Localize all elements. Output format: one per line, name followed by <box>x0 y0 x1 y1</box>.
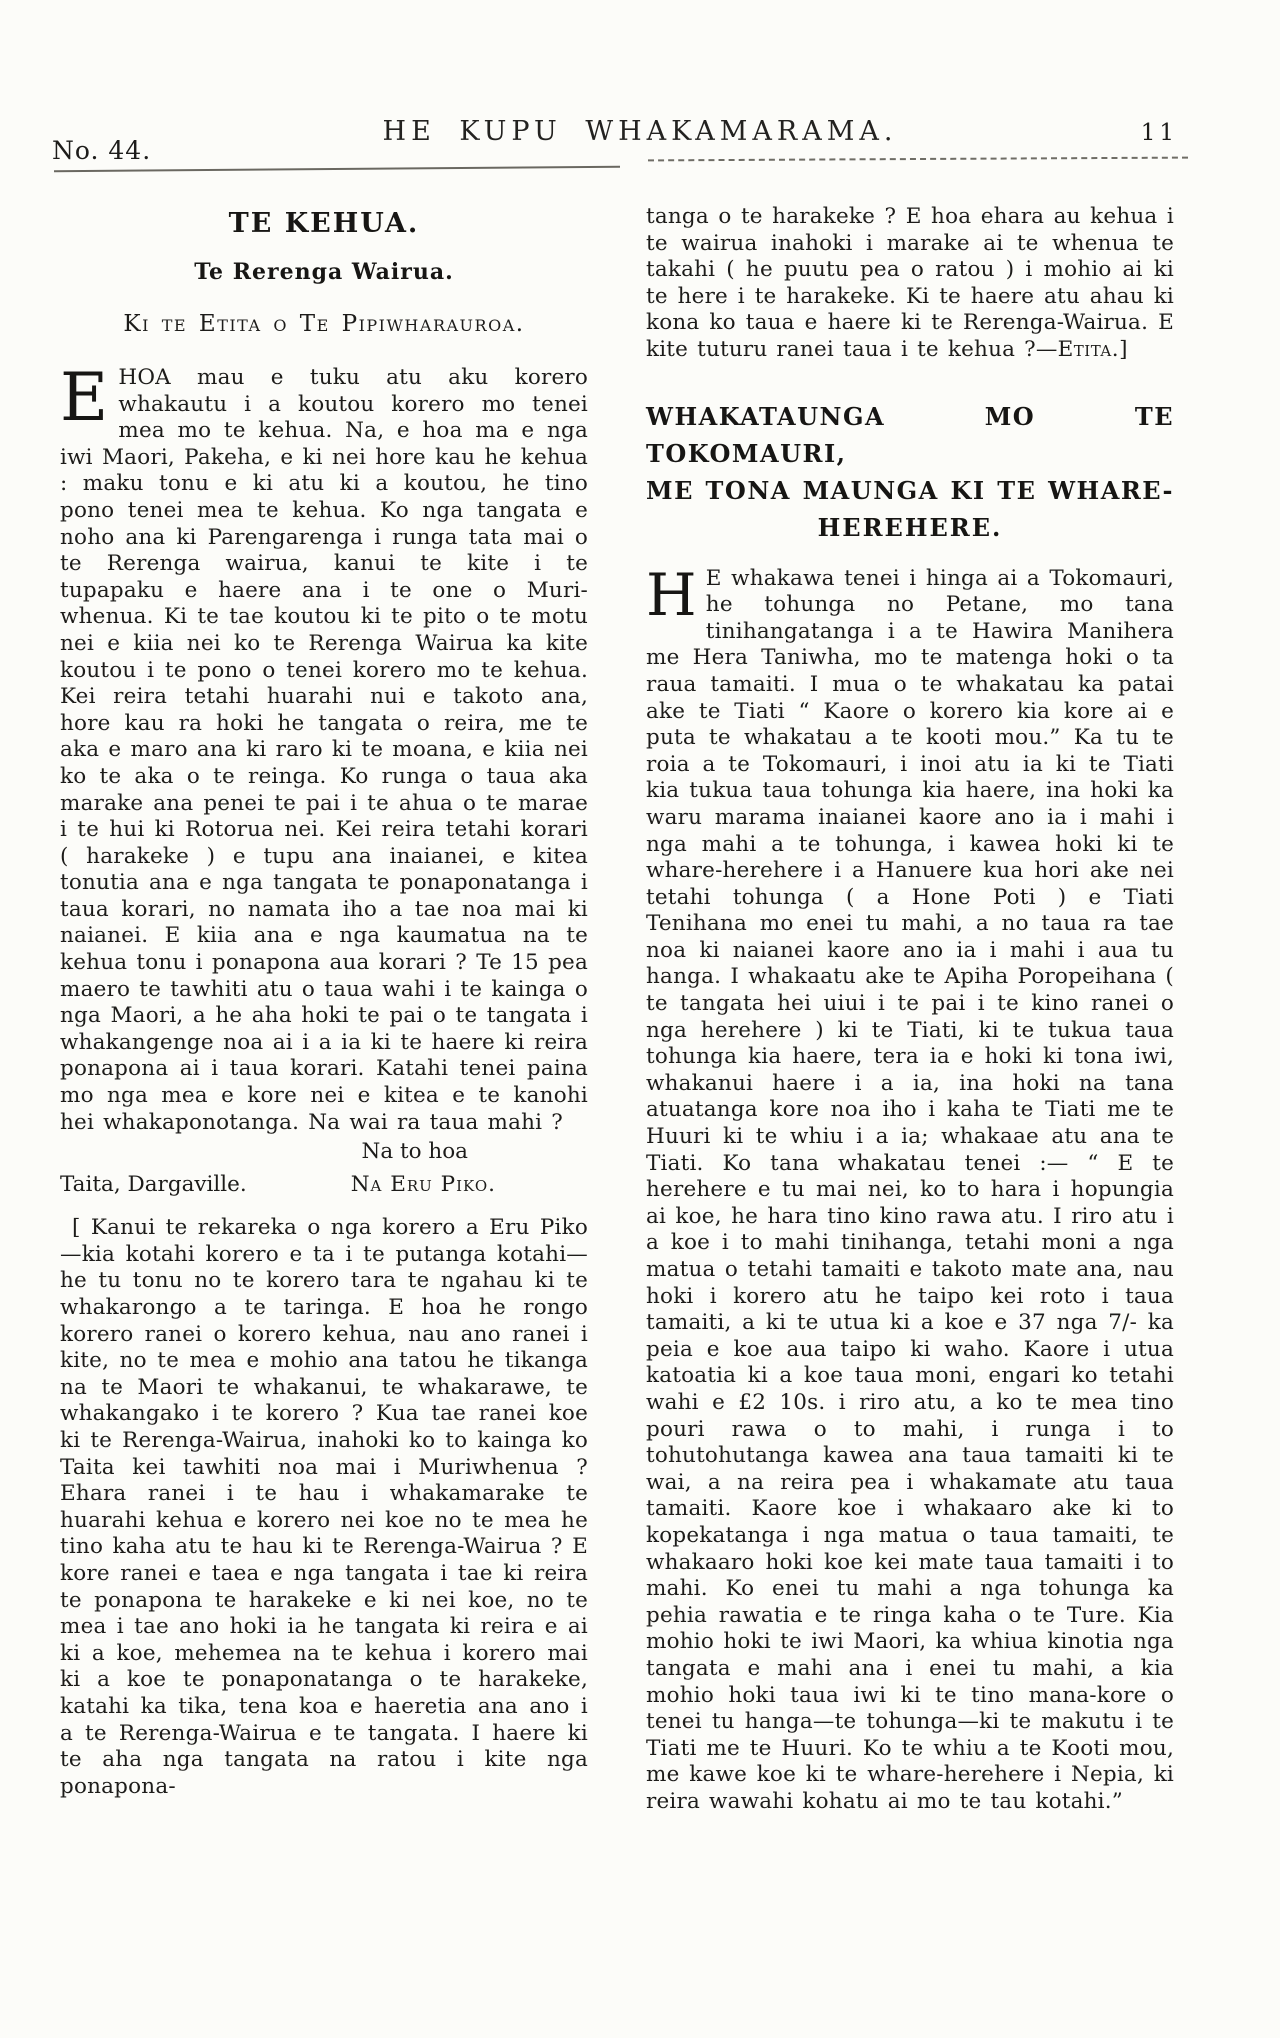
article-title-line-2: ME TONA MAUNGA KI TE WHARE- <box>646 475 1174 505</box>
drop-cap-letter: E <box>60 359 109 436</box>
article-title-line-1: WHAKATAUNGA MO TE TOKOMAURI, <box>646 401 1174 468</box>
letter-signoff: Na to hoa <box>361 1139 468 1165</box>
editor-note-continuation <box>646 204 1174 364</box>
editor-signoff: Etita.] <box>1057 336 1128 362</box>
header-rule-dashed <box>648 157 1188 162</box>
article-title-line-3: HEREHERE. <box>817 512 1003 542</box>
article-whakataunga-body <box>646 560 1174 1816</box>
article-whakataunga-title <box>646 398 1174 546</box>
article-kehua-opening-text: HOA mau e tuku atu aku korero whakautu i a koutou korero mo tenei mea mo te kehua. Na, e hoa ma e nga iwi Maori, Pakeha, e ki nei hore kau he kehua : maku tonu e ki atu ki a koutou, he tino pono tenei mea te kehua. Ko nga tangata e noho ana ki Parengarenga i runga tata mai o te Rerenga wairua, kanui te kite i te tupapaku e haere ana i te one o Muri-whenua. Ki te tae koutou ki te pito o te motu nei e kiia nei ko te Rerenga Wairua ka kite koutou i te pono o tenei korero mo te kehua. Kei reira tetahi huarahi nui e takoto ana, hore kau ra hoki he tangata o reira, me te aka e maro ana ki raro ki te moana, e kiia nei ko te aka o te reinga. Ko runga o taua aka marake ana penei te pai i te ahua o te marae i te hui ki Rotorua nei. Kei reira tetahi korari ( harakeke ) e tupu ana inaianei, e kitea tonutia ana e nga tangata te ponaponatanga i taua korari, no namata iho a tae noa mai ki naianei. E kiia ana e nga kaumatua na te kehua tonu i ponapona aua korari ? Te 15 pea maero te tawhiti atu o taua wahi i te kainga o nga Maori, a he aha hoki te pai o te tangata i whakangenge noa ai i a ia ki te haere ki reira ponapona ai i taua korari. Katahi tenei paina mo nga mea e kore nei e kitea e te kanohi hei whakaponotanga. Na wai ra taua mahi ? <box>60 365 588 1135</box>
signature-place: Taita, Dargaville. <box>60 1172 247 1198</box>
article-kehua-subtitle: Te Rerenga Wairua. <box>194 259 454 285</box>
continuation-text: tanga o te harakeke ? E hoa ehara au kehua i te wairua inahoki i marake ai te whenua te takahi ( he puutu pea o ratou ) i mohio ai ki te here i te harakeke. Ki te haere atu ahau ki kona ko taua e haere ki te Rerenga-Wairua. E kite tuturu ranei taua i te kehua ?— <box>646 204 1174 362</box>
article-kehua-title: TE KEHUA. <box>228 208 420 239</box>
drop-cap-letter: H <box>646 560 697 629</box>
article-whakataunga-body-text: E whakawa tenei i hinga ai a Tokomauri, he tohunga no Petane, mo tana tinihangatanga i a te Hawira Manihera me Hera Taniwha, mo te matenga hoki o ta raua tamaiti. I mua o te whakatau ka patai ake te Tiati “ Kaore o korero kia kore ai e puta te whakatau a te kooti mou.” Ka tu te roia a te Tokomauri, i inoi atu ia ki te Tiati kia tukua taua tohunga kia haere, ina hoki ka waru marama inaianei kaore ano ia i mahi i nga mahi a te tohunga, i kawea hoki ki te whare-herehere i a Hanuere kua hori ake nei tetahi tohunga ( a Hone Poti ) e Tiati Tenihana mo enei tu mahi, a no taua ra tae noa ki naianei kaore ano ia i mahi i aua tu hanga. I whakaatu ake te Apiha Poropeihana ( te tangata hei uiui i te pai i te kino ranei o nga herehere ) ki te Tiati, ki te tukua taua tohunga kia haere, tera ia e hoki ki tona iwi, whakanui haere i a ia, ina hoki na tana atuatanga kore noa iho i kaha te Tiati me te Huuri ki te whiu i a ia; whakaae atu ana te Tiati. Ko tana whakatau tenei :— “ E te herehere e tu mai nei, ko to hara i hopungia ai koe, he hara tino kino rawa atu. I riro atu i a koe i to mahi tinihanga, tetahi moni a nga matua o tetahi tamaiti e takoto mate ana, nau hoki i korero atu he taipo kei roto i taua tamaiti, a ki te utua ki a koe e 37 nga 7/- ka peia e koe aua taipo ki waho. Kaore i utua katoatia ki a koe taua moni, engari ko tetahi wahi e £2 10s. i riro atu, a ko te mea tino pouri rawa o to mahi, i runga i to tohutohutanga kawea ana taua tamaiti ki te wai, a na reira pea i whakamate atu taua tamaiti. Kaore koe i whakaaro ake ki to kopekatanga i nga matua o taua tamaiti, te whakaaro hoki koe kei mate taua tamaiti i to mahi. Ko enei tu mahi a nga tohunga ka pehia rawatia e te ringa kaha o te Ture. Kia mohio hoki te iwi Maori, ka whiua kinotia nga tangata e mahi ana i enei tu mahi, a kia mohio hoki taua iwi ki te tino mana-kore o tenei tu hanga—te tohunga—ki te makutu i te Tiati me te Huuri. Ko te whiu a te Kooti mou, me kawe koe ki te whare-herehere i Nepia, ki reira wawahi kohatu ai mo te tau kotahi.” <box>646 565 1174 1814</box>
issue-number: No. 44. <box>52 136 152 165</box>
signature-name: Na Eru Piko. <box>350 1172 496 1198</box>
header-rule-solid <box>54 166 620 172</box>
signature-row <box>60 1172 588 1197</box>
right-column <box>646 196 1174 1815</box>
left-column <box>60 196 588 1800</box>
page-number: 11 <box>1140 120 1178 146</box>
article-kehua-salutation: Ki te Etita o Te Pipiwharauroa. <box>123 311 525 337</box>
article-kehua-body <box>60 359 588 1136</box>
masthead-title: HE KUPU WHAKAMARAMA. <box>382 116 898 147</box>
editor-note: [ Kanui te rekareka o nga korero a Eru Piko —kia kotahi korero e ta i te putanga kotahi— he tu tonu no te korero tara te ngahau ki te whakarongo a te taringa. E hoa he rongo korero ranei o korero kehua, nau ano ranei i kite, no te mea e mohio ana tatou he tikanga na te Maori te whakanui, te whakarawe, te whakangako i te korero ? Kua tae ranei koe ki te Rerenga-Wairua, inahoki ko to kainga ko Taita kei tawhiti noa mai i Muriwhenua ? Ehara ranei i te hau i whakamarake te huarahi kehua e korero nei koe no te mea he tino kaha atu te hau ki te Rerenga-Wairua ? E kore ranei e taea e nga tangata i tae ki reira te ponapona te harakeke e ki nei koe, no te mea i tae ano hoki ia he tangata ki reira e ai ki a koe, mehemea na te kehua i korero mai ki a koe te ponaponatanga o te harakeke, katahi ka tika, tena koa e haeretia ana ano i a te Rerenga-Wairua e te tangata. I haere ki te aha nga tangata na ratou i kite nga ponapona- <box>60 1215 588 1799</box>
